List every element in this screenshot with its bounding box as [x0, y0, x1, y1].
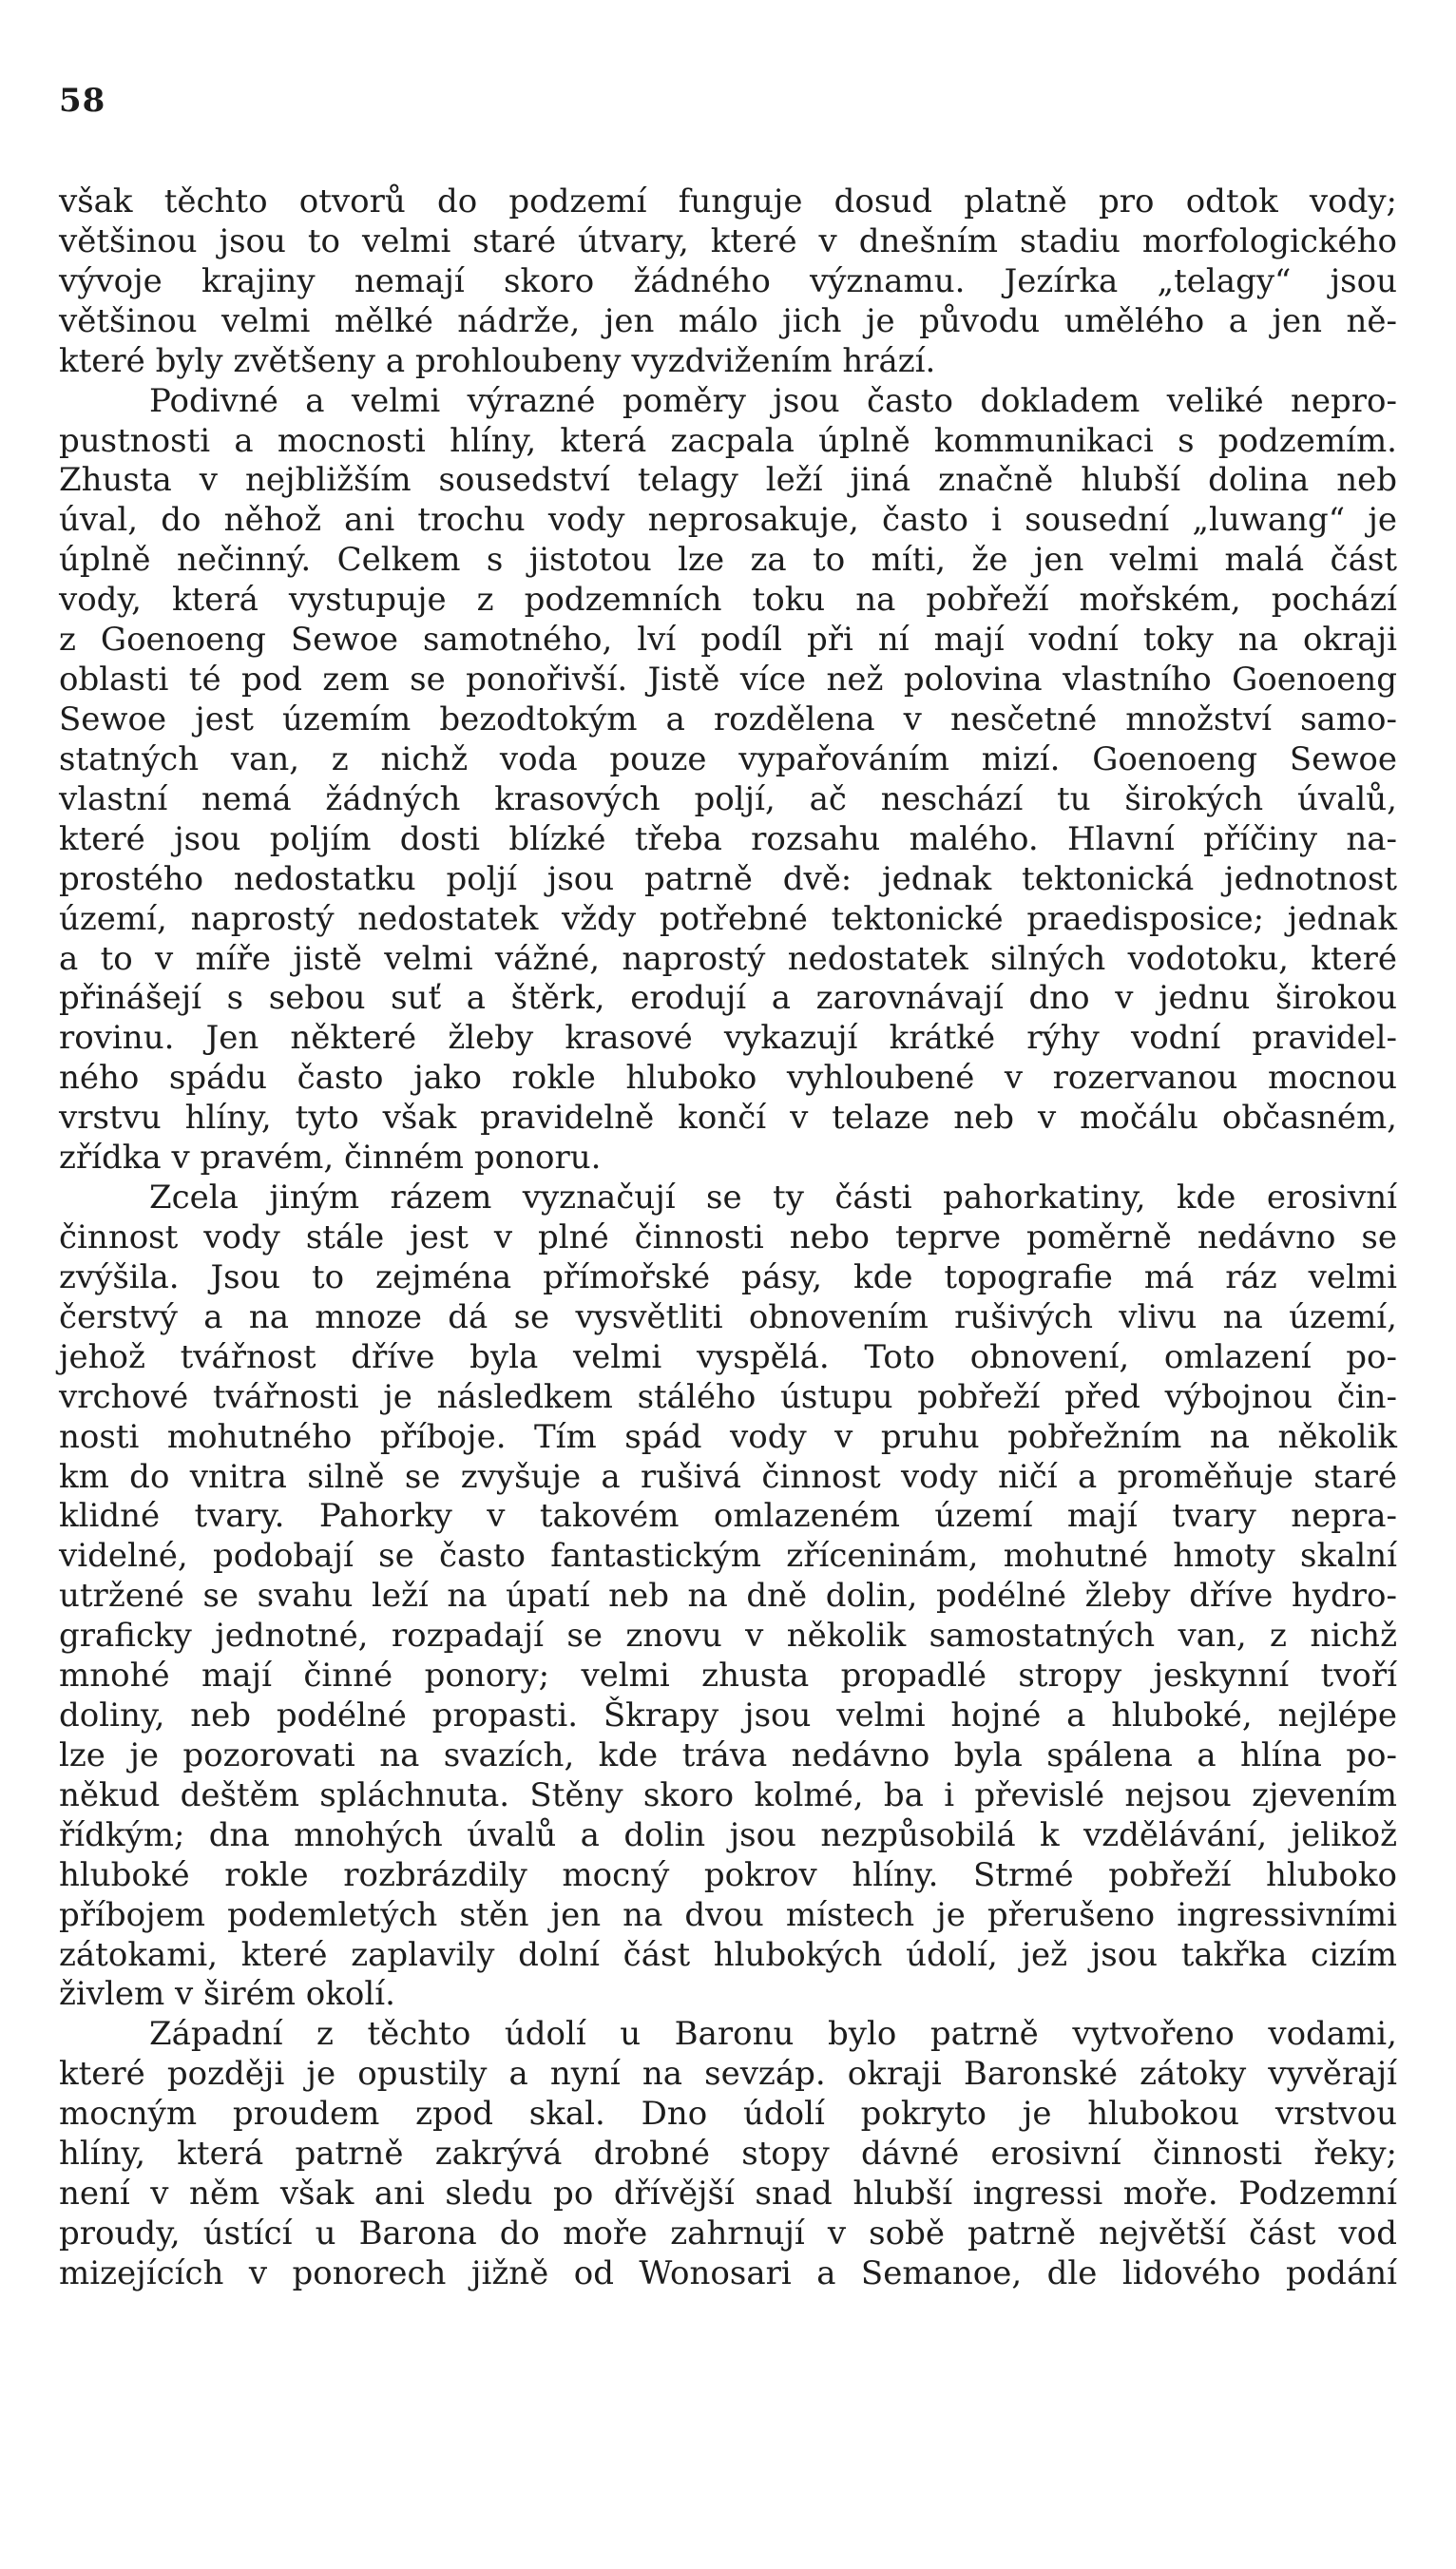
- text-line: někud deštěm spláchnuta. Stěny skoro kolmé, ba i převislé nejsou zjevením: [59, 1775, 1397, 1814]
- text-line: klidné tvary. Pahorky v takovém omlazeném území mají tvary nepra-: [59, 1497, 1397, 1536]
- text-line: utržené se svahu leží na úpatí neb na dně dolin, podélné žleby dříve hydro-: [59, 1577, 1397, 1616]
- text-line: a to v míře jistě velmi vážné, naprostý nedostatek silných vodotoku, které: [59, 939, 1397, 978]
- text-line: Podivné a velmi výrazné poměry jsou často dokladem veliké nepro-: [149, 381, 1397, 420]
- text-line: prostého nedostatku poljí jsou patrně dvě: jednak tektonická jednotnost: [59, 859, 1397, 898]
- text-line: zvýšila. Jsou to zejména přímořské pásy, kde topografie má ráz velmi: [59, 1257, 1397, 1296]
- text-line: Zhusta v nejbližším sousedství telagy leží jiná značně hlubší dolina neb: [59, 461, 1397, 500]
- text-line: Západní z těchto údolí u Baronu bylo patrně vytvořeno vodami,: [149, 2015, 1397, 2054]
- text-line: vlastní nemá žádných krasových poljí, ač neschází tu širokých úvalů,: [59, 779, 1397, 818]
- text-line: území, naprostý nedostatek vždy potřebné tektonické praedisposice; jednak: [59, 899, 1397, 938]
- text-line: graficky jednotné, rozpadají se znovu v několik samostatných van, z nichž: [59, 1617, 1397, 1656]
- text-line: Sewoe jest územím bezodtokým a rozdělena v nesčetné množství samo-: [59, 700, 1397, 738]
- text-line: které byly zvětšeny a prohloubeny vyzdvižením hrází.: [59, 341, 936, 380]
- text-line: není v něm však ani sledu po dřívější snad hlubší ingressi moře. Podzemní: [59, 2175, 1397, 2214]
- text-line: vrchové tvářnosti je následkem stálého ústupu pobřeží před výbojnou čin-: [59, 1377, 1397, 1416]
- text-line: mnohé mají činné ponory; velmi zhusta propadlé stropy jeskynní tvoří: [59, 1657, 1397, 1696]
- text-line: úval, do něhož ani trochu vody neprosakuje, často i sousední „luwang“ je: [59, 501, 1397, 540]
- text-line: videlné, podobají se často fantastickým zříceninám, mohutné hmoty skalní: [59, 1537, 1397, 1576]
- text-line: které jsou poljím dosti blízké třeba rozsahu malého. Hlavní příčiny na-: [59, 819, 1397, 858]
- text-line: pustnosti a mocnosti hlíny, která zacpala úplně kommunikaci s podzemím.: [59, 421, 1397, 460]
- text-line: statných van, z nichž voda pouze vypařováním mizí. Goenoeng Sewoe: [59, 739, 1397, 778]
- text-line: hlíny, která patrně zakrývá drobné stopy dávné erosivní činnosti řeky;: [59, 2135, 1397, 2174]
- text-line: rovinu. Jen některé žleby krasové vykazují krátké rýhy vodní pravidel-: [59, 1019, 1397, 1058]
- text-line: Zcela jiným rázem vyznačují se ty části pahorkatiny, kde erosivní: [149, 1179, 1397, 1217]
- text-line: mizejících v ponorech jižně od Wonosari a Semanoe, dle lidového podání: [59, 2253, 1397, 2292]
- text-line: proudy, ústící u Barona do moře zahrnují v sobě patrně největší část vod: [59, 2214, 1397, 2253]
- text-line: doliny, neb podélné propasti. Škrapy jsou velmi hojné a hluboké, nejlépe: [59, 1697, 1397, 1735]
- text-line: km do vnitra silně se zvyšuje a rušivá činnost vody ničí a proměňuje staré: [59, 1457, 1397, 1496]
- text-line: vody, která vystupuje z podzemních toku na pobřeží mořském, pochází: [59, 581, 1397, 620]
- text-line: ného spádu často jako rokle hluboko vyhloubené v rozervanou mocnou: [59, 1059, 1397, 1098]
- text-line: z Goenoeng Sewoe samotného, lví podíl při ní mají vodní toky na okraji: [59, 621, 1397, 660]
- text-line: živlem v širém okolí.: [59, 1975, 395, 2014]
- text-line: však těchto otvorů do podzemí funguje dosud platně pro odtok vody;: [59, 182, 1397, 220]
- text-line: mocným proudem zpod skal. Dno údolí pokryto je hlubokou vrstvou: [59, 2095, 1397, 2134]
- text-line: nosti mohutného příboje. Tím spád vody v pruhu pobřežním na několik: [59, 1417, 1397, 1456]
- text-line: zátokami, které zaplavily dolní část hlubokých údolí, jež jsou takřka cizím: [59, 1935, 1397, 1974]
- text-line: úplně nečinný. Celkem s jistotou lze za to míti, že jen velmi malá část: [59, 541, 1397, 580]
- text-line: oblasti té pod zem se ponořivší. Jistě více než polovina vlastního Goenoeng: [59, 661, 1397, 700]
- page-number: 58: [59, 82, 106, 120]
- text-line: činnost vody stále jest v plné činnosti nebo teprve poměrně nedávno se: [59, 1217, 1397, 1256]
- text-line: přinášejí s sebou suť a štěrk, erodují a zarovnávají dno v jednu širokou: [59, 979, 1397, 1018]
- text-line: lze je pozorovati na svazích, kde tráva nedávno byla spálena a hlína po-: [59, 1735, 1397, 1774]
- text-line: které později je opustily a nyní na sevzáp. okraji Baronské zátoky vyvěrají: [59, 2055, 1397, 2094]
- text-line: zřídka v pravém, činném ponoru.: [59, 1139, 602, 1178]
- text-line: většinou jsou to velmi staré útvary, které v dnešním stadiu morfologického: [59, 221, 1397, 260]
- text-line: řídkým; dna mnohých úvalů a dolin jsou nezpůsobilá k vzdělávání, jelikož: [59, 1815, 1397, 1854]
- text-line: jehož tvářnost dříve byla velmi vyspělá. Toto obnovení, omlazení po-: [59, 1337, 1397, 1376]
- text-line: hluboké rokle rozbrázdily mocný pokrov hlíny. Strmé pobřeží hluboko: [59, 1855, 1397, 1894]
- text-line: čerstvý a na mnoze dá se vysvětliti obnovením rušivých vlivu na území,: [59, 1297, 1397, 1336]
- text-line: příbojem podemletých stěn jen na dvou místech je přerušeno ingressivními: [59, 1895, 1397, 1934]
- text-line: vývoje krajiny nemají skoro žádného významu. Jezírka „telagy“ jsou: [59, 261, 1397, 300]
- text-line: vrstvu hlíny, tyto však pravidelně končí v telaze neb v močálu občasném,: [59, 1099, 1397, 1138]
- text-line: většinou velmi mělké nádrže, jen málo jich je původu umělého a jen ně-: [59, 301, 1397, 340]
- text-body: [59, 182, 1397, 2294]
